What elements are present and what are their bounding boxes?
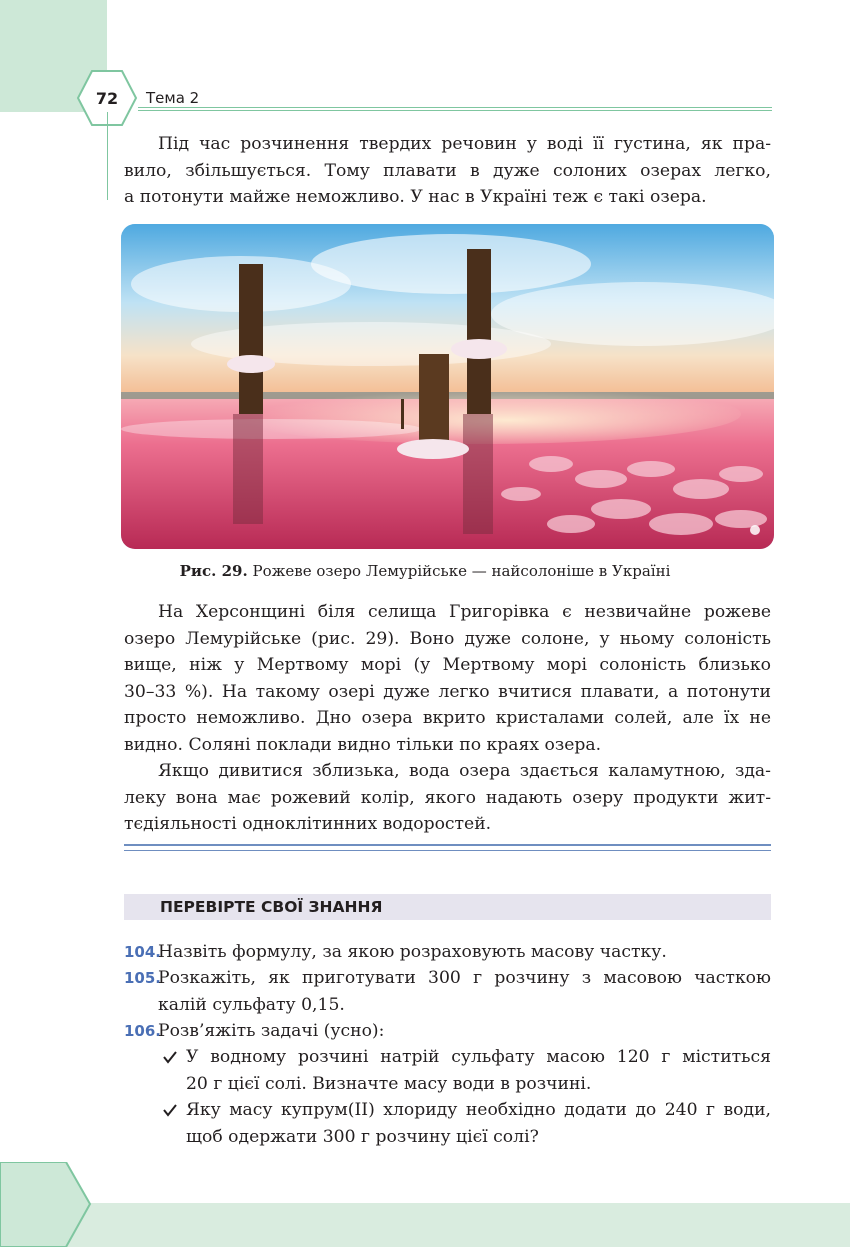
- side-rule: [107, 112, 108, 200]
- text-line: Яку масу купрум(II) хлориду необхідно додати до 240 г води,: [186, 1100, 771, 1120]
- section-title: ПЕРЕВІРТЕ СВОЇ ЗНАННЯ: [160, 898, 383, 916]
- subtask-text: [186, 1097, 771, 1150]
- subtask-1: [158, 1044, 771, 1097]
- footer-band: [0, 1203, 850, 1247]
- text-line: озеро Лемурійське (рис. 29). Воно дуже солоне, у ньому солоність: [124, 628, 771, 649]
- check-knowledge-header: [124, 894, 771, 920]
- page-number: 72: [95, 88, 119, 108]
- checkmark-icon: [162, 1044, 178, 1070]
- text-line: 20 г цієї солі. Визначте масу води в розчині.: [186, 1073, 592, 1094]
- text-line: вище, ніж у Мертвому морі (у Мертвому морі солоність близько: [124, 655, 771, 675]
- subtask-2: [158, 1097, 771, 1150]
- text-line: видно. Соляні поклади видно тільки по краях озера.: [124, 734, 602, 755]
- text-line: тєдіяльності одноклітинних водоростей.: [124, 814, 492, 834]
- intro-paragraph: [124, 131, 771, 211]
- text-line: У водному розчині натрій сульфату масою 120 г міститься: [186, 1047, 771, 1067]
- text-line: вило, збільшується. Тому плавати в дуже солоних озерах легко,: [124, 160, 771, 181]
- body-paragraph-1: [124, 599, 771, 758]
- text-line: просто неможливо. Дно озера вкрито кристалами солей, але їх не: [124, 708, 771, 728]
- figure-label: Рис. 29.: [179, 562, 248, 580]
- topic-label: Тема 2: [146, 89, 200, 107]
- figure-caption: [0, 562, 850, 580]
- question-number: 105.: [124, 969, 162, 987]
- text-line: На Херсонщині біля селища Григорівка є незвичайне рожеве: [158, 602, 771, 622]
- text-line: леку вона має рожевий колір, якого надають озеру продукти жит-: [124, 787, 771, 808]
- text-line: Розв’яжіть задачі (усно):: [158, 1021, 385, 1041]
- checkmark-icon: [162, 1097, 178, 1123]
- figure-caption-text: Рожеве озеро Лемурійське — найсолоніше в Україні: [247, 562, 671, 580]
- body-paragraph-2: [124, 758, 771, 838]
- question-text: [158, 965, 771, 1018]
- text-line: щоб одержати 300 г розчину цієї солі?: [186, 1126, 539, 1147]
- text-line: а потонути майже неможливо. У нас в Україні теж є такі озера.: [124, 187, 707, 207]
- subtask-text: [186, 1044, 771, 1097]
- text-line: калій сульфату 0,15.: [158, 994, 345, 1015]
- section-divider: [124, 844, 771, 851]
- text-line: Якщо дивитися зблизька, вода озера здається каламутною, зда-: [158, 761, 771, 781]
- question-104: [124, 939, 771, 966]
- question-text: [158, 939, 771, 966]
- text-line: 30–33 %). На такому озері дуже легко вчитися плавати, а потонути: [124, 681, 771, 702]
- footer-tab-shape: [0, 1162, 92, 1247]
- question-106: [124, 1018, 771, 1045]
- pink-lake-illustration: [121, 224, 774, 549]
- question-text: [158, 1018, 771, 1045]
- header-rule: [138, 107, 772, 111]
- text-line: Розкажіть, як приготувати 300 г розчину з масовою часткою: [158, 968, 771, 988]
- question-number: 106.: [124, 1022, 162, 1040]
- text-line: Назвіть формулу, за якою розраховують масову частку.: [158, 942, 667, 962]
- text-line: Під час розчинення твердих речовин у воді її густина, як пра-: [158, 134, 771, 154]
- question-number: 104.: [124, 943, 162, 961]
- lake-photo: [121, 224, 774, 549]
- question-105: [124, 965, 771, 1018]
